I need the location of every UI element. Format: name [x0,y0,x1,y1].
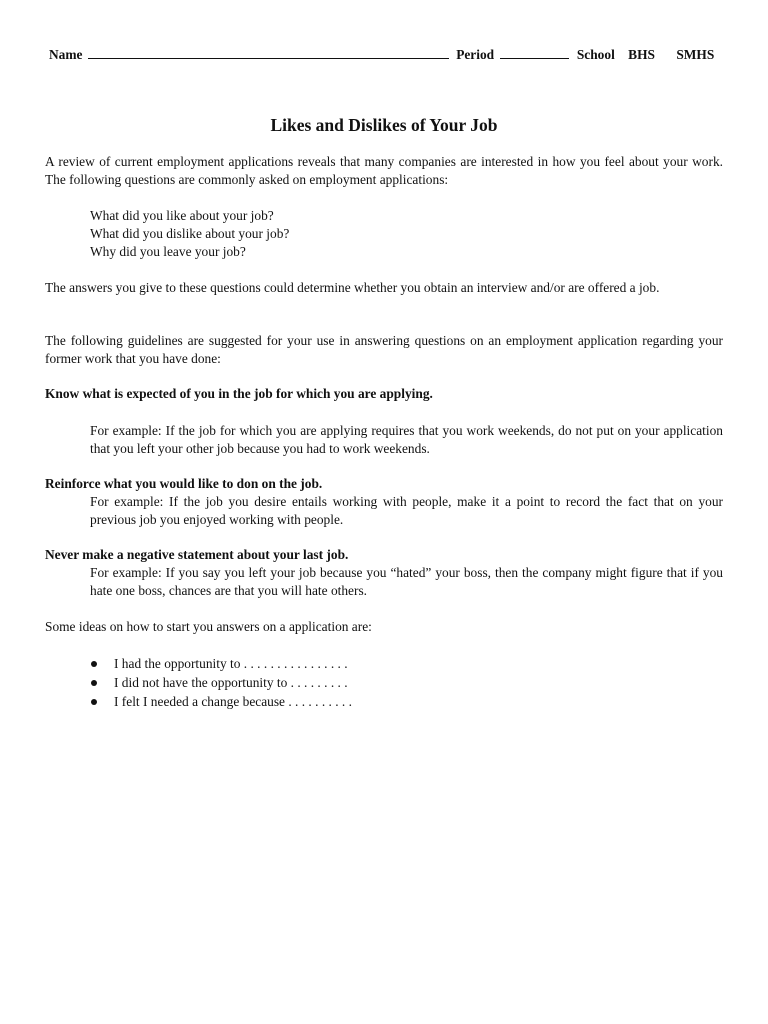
starter-text: I did not have the opportunity to . . . . . . . . . [114,674,348,690]
intro-paragraph: A review of current employment applications reveals that many companies are interested in how you feel about your work. The following questions are commonly asked on employment applications: [45,154,723,187]
bullet-icon [91,680,97,686]
bullet-icon [91,699,97,705]
question-item: What did you dislike about your job? [90,226,290,241]
guideline-1-example: For example: If the job for which you are applying requires that you work weekends, do not put on your application that you left your other job because you had to work weekends. [90,423,723,456]
name-blank[interactable] [88,46,449,59]
starter-list [90,654,352,711]
guideline-3-heading: Never make a negative statement about your last job. [45,547,349,562]
name-label: Name [49,47,83,62]
list-item [90,673,352,692]
starter-text: I felt I needed a change because . . . . . . . . . . [114,693,352,709]
guideline-1-heading: Know what is expected of you in the job for which you are applying. [45,386,433,401]
question-list [90,207,289,261]
guideline-2-heading: Reinforce what you would like to don on the job. [45,476,323,491]
list-item [90,692,352,711]
starter-text: I had the opportunity to . . . . . . . . . . . . . . . . [114,655,348,671]
period-label: Period [456,47,495,62]
guideline-3-example: For example: If you say you left your job because you “hated” your boss, then the company might figure that if you hate one boss, chances are that you will hate others. [90,565,723,598]
period-blank[interactable] [500,46,569,59]
question-item: What did you like about your job? [90,208,274,223]
ideas-intro: Some ideas on how to start you answers on a application are: [45,619,372,634]
header-line [49,46,723,64]
bullet-icon [91,661,97,667]
school-label: School [576,47,615,62]
page-title: Likes and Dislikes of Your Job [270,115,498,135]
guidelines-paragraph: The following guidelines are suggested for your use in answering questions on an employment application regarding your former work that you have done: [45,333,723,366]
question-item: Why did you leave your job? [90,244,246,259]
school-option-bhs[interactable]: BHS [628,47,655,62]
answers-paragraph: The answers you give to these questions could determine whether you obtain an interview and/or are offered a job. [45,280,660,295]
list-item [90,654,352,673]
guideline-2-example: For example: If the job you desire entails working with people, make it a point to record the fact that on your previous job you enjoyed working with people. [90,494,723,527]
school-option-smhs[interactable]: SMHS [676,47,715,62]
